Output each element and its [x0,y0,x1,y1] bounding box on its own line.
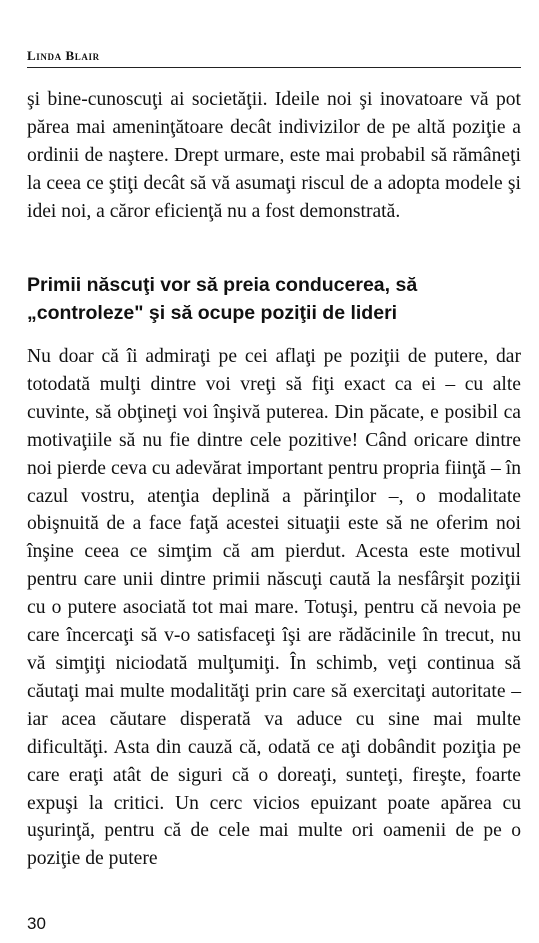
page-number: 30 [27,914,46,933]
header-rule [27,67,521,68]
running-head-author: Linda Blair [27,48,100,63]
section-heading: Primii născuţi vor să preia conducerea, să „controleze" şi să ocupe poziţii de lideri [27,274,418,324]
body-paragraph-2: Nu doar că îi admiraţi pe cei aflaţi pe poziţii de putere, dar totodată mulţi dintre voi vreţi să fiţi exact ca ei – cu alte cuvinte, să obţineţi voi înşivă puterea. Din păcate, e posibil ca motivaţiile să nu fie dintre cele pozitive! Când oricare dintre noi pierde ceva cu adevărat important pentru propria fiinţă – în cazul vostru, atenţia deplină a părinţilor –, o modalitate obişnuită de a face faţă acestei situaţii este să ne oferim noi înşine ceea ce simţim că am pierdut. Acesta este motivul pentru care unii dintre primii născuţi caută la nesfârşit poziţii cu o putere asociată tot mai mare. Totuşi, pentru că nevoia pe care încercaţi să v-o satisfaceţi îşi are rădăcinile în trecut, nu vă simţiţi niciodată mulţumiţi. În schimb, veţi continua să căutaţi mai multe modalităţi prin care să exercitaţi autoritate – iar acea căutare disperată va aduce cu sine mai multe dificultăţi. Asta din cauză că, odată ce aţi dobândit poziţia pe care eraţi atât de siguri că o doreaţi, sunteţi, fireşte, foarte expuşi la critici. Un cerc vicios epuizant poate apărea cu uşurinţă, pentru că de cele mai multe ori oamenii de pe o poziţie de putere [27,346,521,870]
body-paragraph-1: şi bine-cunoscuţi ai societăţii. Ideile noi şi inovatoare vă pot părea mai ameninţătoare decât indivizilor de pe altă poziţie a ordinii de naştere. Drept urmare, este mai probabil să rămâneţi la ceea ce ştiţi decât să vă asumaţi riscul de a adopta modele şi idei noi, a căror eficienţă nu a fost demonstrată. [27,89,521,222]
